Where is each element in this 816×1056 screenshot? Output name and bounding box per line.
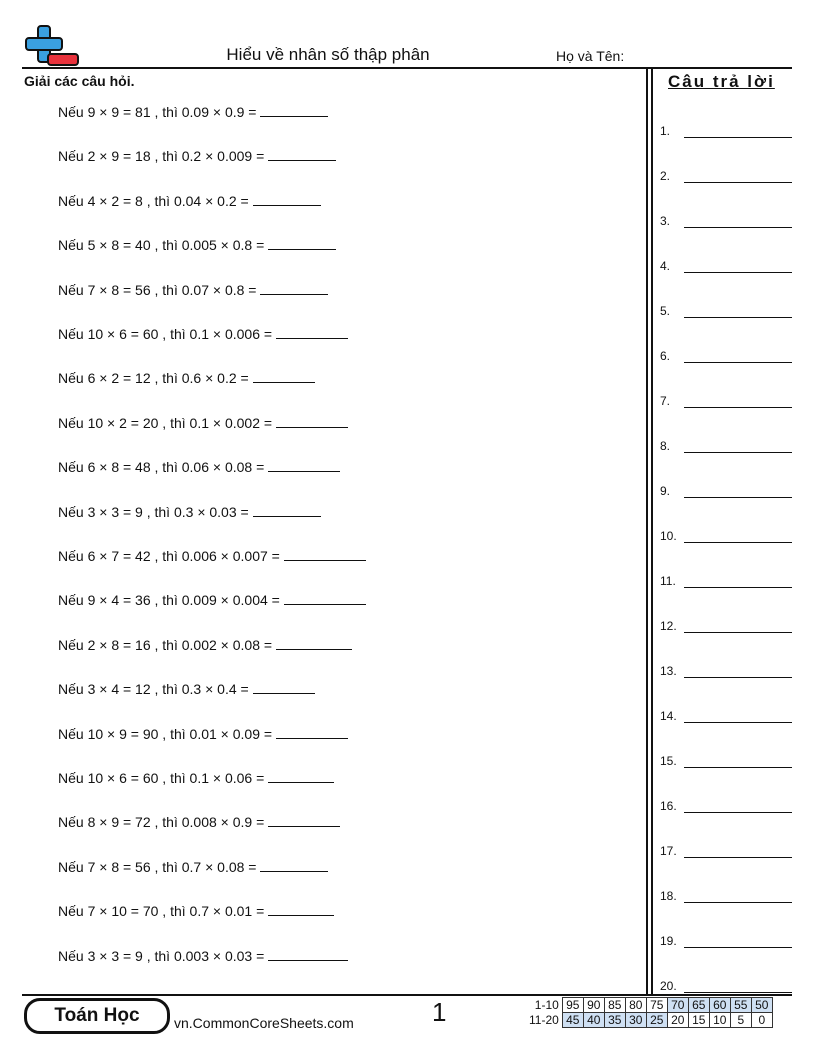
score-cell: 50 xyxy=(751,998,772,1013)
answer-line[interactable] xyxy=(684,227,792,228)
answer-slot-11[interactable] xyxy=(660,574,792,594)
answer-blank[interactable] xyxy=(276,411,348,428)
answer-slot-2[interactable] xyxy=(660,169,792,189)
question-text: Nếu 10 × 6 = 60 , thì 0.1 × 0.06 = xyxy=(58,766,334,790)
question-text: Nếu 10 × 9 = 90 , thì 0.01 × 0.09 = xyxy=(58,722,348,746)
score-cell: 30 xyxy=(625,1013,646,1028)
answer-blank[interactable] xyxy=(268,944,348,961)
answer-line[interactable] xyxy=(684,722,792,723)
answer-number: 5. xyxy=(660,304,671,318)
answer-number: 18. xyxy=(660,889,677,903)
page-number: 1 xyxy=(432,997,447,1027)
answer-blank[interactable] xyxy=(276,722,348,739)
column-divider-left xyxy=(646,67,648,996)
answer-blank[interactable] xyxy=(268,899,334,916)
answer-blank[interactable] xyxy=(268,766,334,783)
score-row xyxy=(527,1013,772,1028)
answer-number: 4. xyxy=(660,259,671,273)
instructions: Giải các câu hỏi. xyxy=(24,73,135,89)
question-text: Nếu 7 × 10 = 70 , thì 0.7 × 0.01 = xyxy=(58,899,334,923)
answer-slot-3[interactable] xyxy=(660,214,792,234)
answer-line[interactable] xyxy=(684,137,792,138)
answer-line[interactable] xyxy=(684,947,792,948)
score-cell: 75 xyxy=(646,998,667,1013)
score-cell: 45 xyxy=(562,1013,583,1028)
question-text: Nếu 9 × 4 = 36 , thì 0.009 × 0.004 = xyxy=(58,588,366,612)
answer-blank[interactable] xyxy=(260,278,328,295)
question-text: Nếu 2 × 9 = 18 , thì 0.2 × 0.009 = xyxy=(58,144,336,168)
answer-number: 13. xyxy=(660,664,677,678)
answer-number: 8. xyxy=(660,439,671,453)
answer-slot-16[interactable] xyxy=(660,799,792,819)
answer-number: 11. xyxy=(660,574,676,588)
score-cell: 80 xyxy=(625,998,646,1013)
question-text: Nếu 3 × 4 = 12 , thì 0.3 × 0.4 = xyxy=(58,677,315,701)
answer-line[interactable] xyxy=(684,272,792,273)
score-cell: 25 xyxy=(646,1013,667,1028)
score-cell: 35 xyxy=(604,1013,625,1028)
score-cell: 65 xyxy=(688,998,709,1013)
worksheet-title: Hiểu về nhân số thập phân xyxy=(226,45,430,64)
answer-key-header: Câu trả lời xyxy=(668,72,775,91)
answer-line[interactable] xyxy=(684,857,792,858)
question-text: Nếu 6 × 2 = 12 , thì 0.6 × 0.2 = xyxy=(58,366,315,390)
question-text: Nếu 9 × 9 = 81 , thì 0.09 × 0.9 = xyxy=(58,100,328,124)
score-cell: 0 xyxy=(751,1013,772,1028)
score-range-label: 1-10 xyxy=(534,998,559,1012)
question-text: Nếu 4 × 2 = 8 , thì 0.04 × 0.2 = xyxy=(58,189,321,213)
answer-slot-19[interactable] xyxy=(660,934,792,954)
question-text: Nếu 8 × 9 = 72 , thì 0.008 × 0.9 = xyxy=(58,810,340,834)
score-cell: 85 xyxy=(604,998,625,1013)
answer-line[interactable] xyxy=(684,677,792,678)
question-text: Nếu 10 × 2 = 20 , thì 0.1 × 0.002 = xyxy=(58,411,348,435)
answer-slot-6[interactable] xyxy=(660,349,792,369)
answer-line[interactable] xyxy=(684,542,792,543)
answer-slot-18[interactable] xyxy=(660,889,792,909)
name-label: Họ và Tên: xyxy=(556,48,625,64)
answer-blank[interactable] xyxy=(253,677,315,694)
answer-slot-5[interactable] xyxy=(660,304,792,324)
question-text: Nếu 2 × 8 = 16 , thì 0.002 × 0.08 = xyxy=(58,633,352,657)
answer-line[interactable] xyxy=(684,452,792,453)
answer-number: 12. xyxy=(660,619,677,633)
answer-blank[interactable] xyxy=(260,100,328,117)
answer-line[interactable] xyxy=(684,317,792,318)
question-text: Nếu 6 × 7 = 42 , thì 0.006 × 0.007 = xyxy=(58,544,366,568)
answer-slot-9[interactable] xyxy=(660,484,792,504)
answer-blank[interactable] xyxy=(284,544,366,561)
answer-slot-17[interactable] xyxy=(660,844,792,864)
answer-line[interactable] xyxy=(684,812,792,813)
answer-slot-4[interactable] xyxy=(660,259,792,279)
answer-blank[interactable] xyxy=(276,322,348,339)
answer-line[interactable] xyxy=(684,182,792,183)
answer-blank[interactable] xyxy=(260,855,328,872)
question-text: Nếu 6 × 8 = 48 , thì 0.06 × 0.08 = xyxy=(58,455,340,479)
answer-number: 20. xyxy=(660,979,677,993)
answer-blank[interactable] xyxy=(284,588,366,605)
answer-slot-10[interactable] xyxy=(660,529,792,549)
answer-blank[interactable] xyxy=(268,810,340,827)
score-range-label: 11-20 xyxy=(529,1013,559,1027)
question-text: Nếu 7 × 8 = 56 , thì 0.7 × 0.08 = xyxy=(58,855,328,879)
score-cell: 60 xyxy=(709,998,730,1013)
question-text: Nếu 3 × 3 = 9 , thì 0.3 × 0.03 = xyxy=(58,500,321,524)
top-divider xyxy=(22,67,792,69)
answer-blank[interactable] xyxy=(253,500,321,517)
answer-slot-8[interactable] xyxy=(660,439,792,459)
answer-number: 6. xyxy=(660,349,671,363)
score-cell: 40 xyxy=(583,1013,604,1028)
answer-blank[interactable] xyxy=(253,366,315,383)
brand-badge: Toán Học xyxy=(24,998,170,1034)
answer-line[interactable] xyxy=(684,632,792,633)
answer-number: 10. xyxy=(660,529,677,543)
question-text: Nếu 3 × 3 = 9 , thì 0.003 × 0.03 = xyxy=(58,944,348,968)
answer-line[interactable] xyxy=(684,767,792,768)
score-row xyxy=(527,998,772,1013)
score-cell: 70 xyxy=(667,998,688,1013)
score-cell: 95 xyxy=(562,998,583,1013)
site-url: vn.CommonCoreSheets.com xyxy=(174,1015,354,1031)
answer-blank[interactable] xyxy=(268,455,340,472)
score-cell: 20 xyxy=(667,1013,688,1028)
answer-line[interactable] xyxy=(684,587,792,588)
answer-line[interactable] xyxy=(684,497,792,498)
answer-number: 9. xyxy=(660,484,671,498)
answer-number: 1. xyxy=(660,124,671,138)
answer-number: 19. xyxy=(660,934,677,948)
answer-blank[interactable] xyxy=(268,144,336,161)
score-cell: 10 xyxy=(709,1013,730,1028)
answer-slot-12[interactable] xyxy=(660,619,792,639)
answer-line[interactable] xyxy=(684,902,792,903)
answer-blank[interactable] xyxy=(268,233,336,250)
answer-line[interactable] xyxy=(684,362,792,363)
answer-slot-15[interactable] xyxy=(660,754,792,774)
answer-blank[interactable] xyxy=(253,189,321,206)
question-text: Nếu 10 × 6 = 60 , thì 0.1 × 0.006 = xyxy=(58,322,348,346)
score-cell: 90 xyxy=(583,998,604,1013)
answer-number: 14. xyxy=(660,709,677,723)
question-text: Nếu 5 × 8 = 40 , thì 0.005 × 0.8 = xyxy=(58,233,336,257)
answer-number: 16. xyxy=(660,799,677,813)
answer-slot-13[interactable] xyxy=(660,664,792,684)
answer-blank[interactable] xyxy=(276,633,352,650)
answer-slot-1[interactable] xyxy=(660,124,792,144)
column-divider-right xyxy=(651,67,653,996)
answer-number: 7. xyxy=(660,394,671,408)
answer-number: 15. xyxy=(660,754,677,768)
answer-slot-14[interactable] xyxy=(660,709,792,729)
answer-line[interactable] xyxy=(684,407,792,408)
answer-number: 3. xyxy=(660,214,671,228)
score-cell: 15 xyxy=(688,1013,709,1028)
question-text: Nếu 7 × 8 = 56 , thì 0.07 × 0.8 = xyxy=(58,278,328,302)
answer-slot-20[interactable] xyxy=(660,979,792,999)
answer-number: 2. xyxy=(660,169,671,183)
score-table xyxy=(527,997,773,1028)
answer-slot-7[interactable] xyxy=(660,394,792,414)
answer-line[interactable] xyxy=(684,992,792,993)
score-cell: 5 xyxy=(730,1013,751,1028)
answer-number: 17. xyxy=(660,844,677,858)
score-cell: 55 xyxy=(730,998,751,1013)
